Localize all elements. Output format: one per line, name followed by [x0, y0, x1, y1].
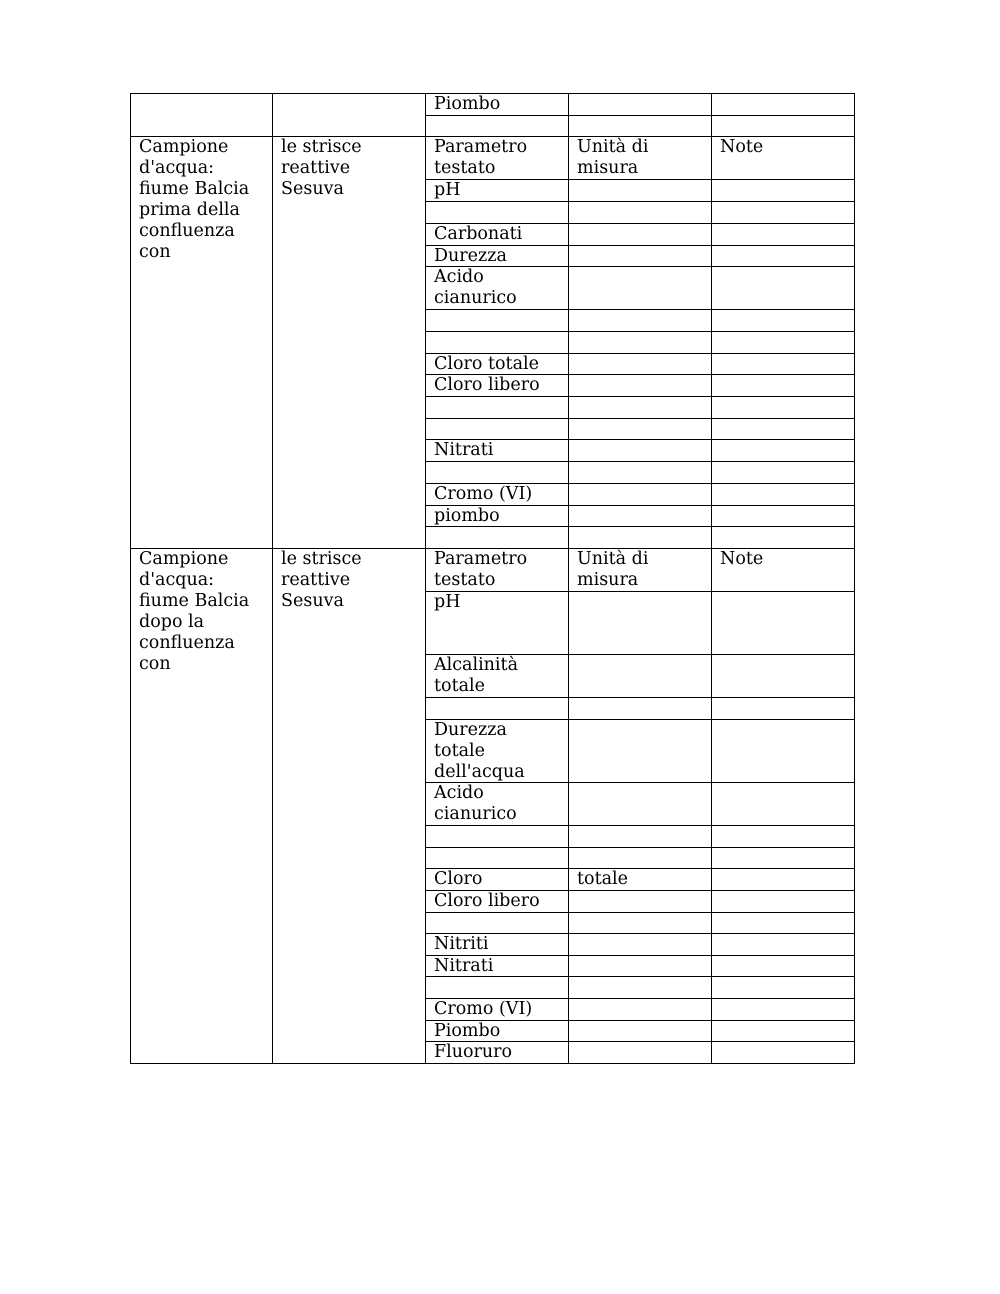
parameter-cell: Carbonati [425, 223, 569, 246]
note-cell [711, 719, 855, 783]
note-cell [711, 998, 855, 1021]
unit-cell [568, 439, 712, 462]
note-cell [711, 353, 855, 375]
note-cell [711, 890, 855, 913]
note-cell [711, 505, 855, 527]
note-cell [711, 201, 855, 224]
note-cell [711, 483, 855, 506]
header-note: Note [711, 136, 855, 180]
note-cell [711, 223, 855, 246]
unit-cell [568, 483, 712, 506]
header-note: Note [711, 548, 855, 592]
unit-cell [568, 309, 712, 332]
unit-cell [568, 825, 712, 848]
parameter-cell [425, 912, 569, 934]
unit-cell: totale [568, 868, 712, 891]
parameter-cell: Nitrati [425, 955, 569, 977]
unit-cell [568, 1020, 712, 1042]
parameter-cell: Cloro totale [425, 353, 569, 375]
parameter-cell [425, 396, 569, 419]
parameter-cell: Piombo [425, 93, 569, 116]
parameter-cell [425, 309, 569, 332]
sample-description-cell: Campione d'acqua: fiume Balcia prima della confluenza con [130, 136, 273, 549]
parameter-cell: Piombo [425, 1020, 569, 1042]
unit-cell [568, 505, 712, 527]
test-method-cell: le strisce reattive Sesuva [272, 136, 426, 549]
parameter-cell [425, 331, 569, 354]
note-cell [711, 526, 855, 549]
note-cell [711, 955, 855, 977]
parameter-cell [425, 976, 569, 999]
unit-cell [568, 976, 712, 999]
parameter-cell: Nitriti [425, 933, 569, 956]
unit-cell [568, 331, 712, 354]
unit-cell [568, 933, 712, 956]
parameter-cell: Cloro libero [425, 374, 569, 397]
unit-cell [568, 353, 712, 375]
note-cell [711, 654, 855, 698]
parameter-cell: Cloro [425, 868, 569, 891]
parameter-cell: Acido cianurico [425, 266, 569, 310]
note-cell [711, 933, 855, 956]
note-cell [711, 697, 855, 720]
parameter-cell: pH [425, 179, 569, 202]
unit-cell [568, 418, 712, 440]
header-parameter: Parametro testato [425, 548, 569, 592]
unit-cell [568, 998, 712, 1021]
unit-cell [568, 890, 712, 913]
unit-cell [568, 396, 712, 419]
method-cell-empty [272, 93, 426, 137]
note-cell [711, 245, 855, 267]
unit-cell [568, 201, 712, 224]
parameter-cell [425, 461, 569, 484]
note-cell [711, 266, 855, 310]
note-cell [711, 374, 855, 397]
unit-cell [568, 591, 712, 655]
note-cell [711, 1020, 855, 1042]
unit-cell [568, 461, 712, 484]
parameter-cell: piombo [425, 505, 569, 527]
note-cell [711, 825, 855, 848]
note-cell [711, 868, 855, 891]
note-cell [711, 309, 855, 332]
note-cell [711, 782, 855, 826]
header-unit: Unità di misura [568, 548, 712, 592]
unit-cell [568, 955, 712, 977]
unit-cell [568, 245, 712, 267]
sample-cell-empty [130, 93, 273, 137]
parameter-cell [425, 115, 569, 137]
unit-cell [568, 847, 712, 869]
parameter-cell [425, 526, 569, 549]
unit-cell [568, 266, 712, 310]
parameter-cell [425, 201, 569, 224]
note-cell [711, 396, 855, 419]
note-cell [711, 115, 855, 137]
unit-cell [568, 654, 712, 698]
note-cell [711, 912, 855, 934]
unit-cell [568, 93, 712, 116]
parameter-cell: Alcalinità totale [425, 654, 569, 698]
note-cell [711, 976, 855, 999]
note-cell [711, 179, 855, 202]
note-cell [711, 461, 855, 484]
note-cell [711, 93, 855, 116]
unit-cell [568, 719, 712, 783]
note-cell [711, 1041, 855, 1064]
test-method-cell: le strisce reattive Sesuva [272, 548, 426, 1064]
unit-cell [568, 374, 712, 397]
header-unit: Unità di misura [568, 136, 712, 180]
unit-cell [568, 115, 712, 137]
parameter-cell: Durezza totale dell'acqua [425, 719, 569, 783]
parameter-cell: Acido cianurico [425, 782, 569, 826]
parameter-cell: Fluoruro [425, 1041, 569, 1064]
unit-cell [568, 526, 712, 549]
sample-description-cell: Campione d'acqua: fiume Balcia dopo la confluenza con [130, 548, 273, 1064]
note-cell [711, 591, 855, 655]
unit-cell [568, 1041, 712, 1064]
note-cell [711, 439, 855, 462]
parameter-cell [425, 697, 569, 720]
note-cell [711, 418, 855, 440]
note-cell [711, 331, 855, 354]
note-cell [711, 847, 855, 869]
parameter-cell [425, 847, 569, 869]
unit-cell [568, 782, 712, 826]
parameter-cell [425, 825, 569, 848]
parameter-cell: Durezza [425, 245, 569, 267]
parameter-cell: Cromo (VI) [425, 483, 569, 506]
header-parameter: Parametro testato [425, 136, 569, 180]
parameter-cell: pH [425, 591, 569, 655]
unit-cell [568, 179, 712, 202]
unit-cell [568, 912, 712, 934]
unit-cell [568, 697, 712, 720]
parameter-cell [425, 418, 569, 440]
parameter-cell: Cromo (VI) [425, 998, 569, 1021]
parameter-cell: Nitrati [425, 439, 569, 462]
parameter-cell: Cloro libero [425, 890, 569, 913]
unit-cell [568, 223, 712, 246]
